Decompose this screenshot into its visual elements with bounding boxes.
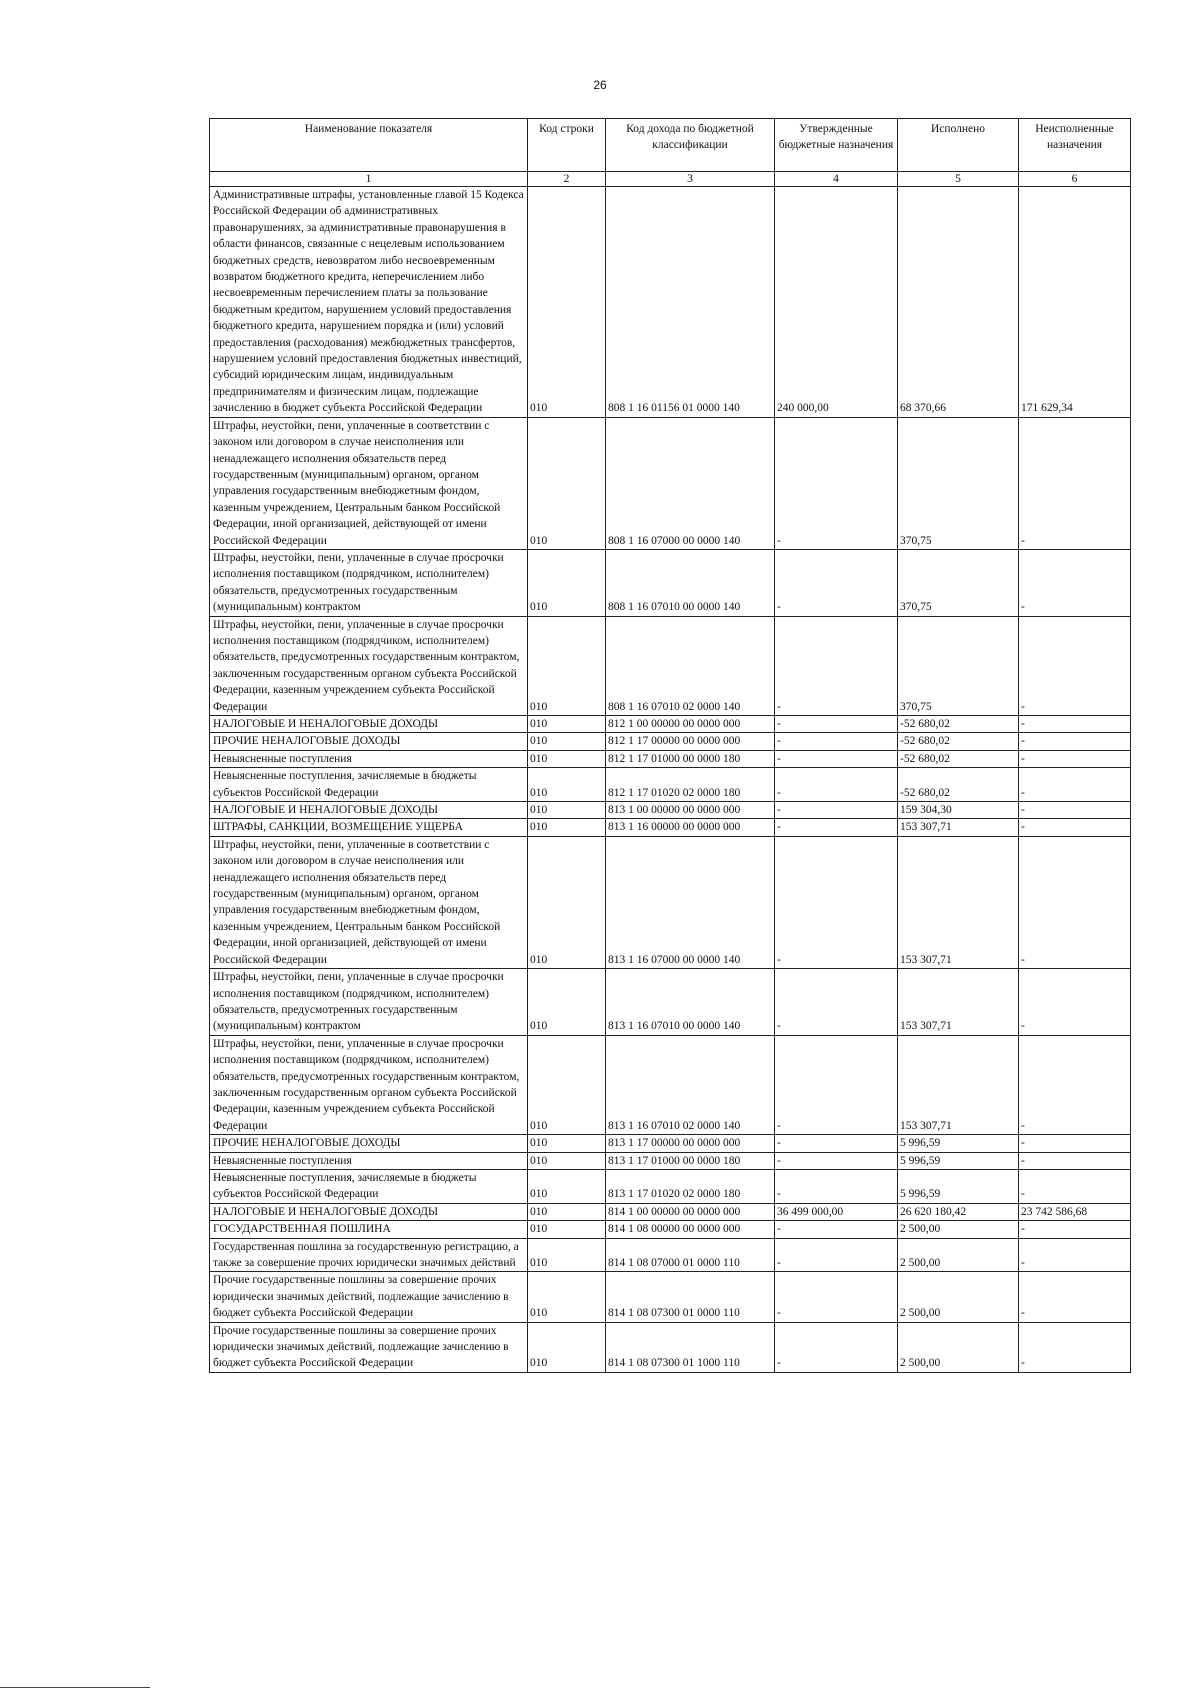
header-line-code: Код строки — [528, 119, 606, 172]
income-code-cell: 814 1 08 07300 01 0000 110 — [606, 1272, 775, 1322]
income-code-cell: 813 1 17 01000 00 0000 180 — [606, 1152, 775, 1169]
table-row — [210, 1135, 1131, 1152]
line-code-cell: 010 — [528, 417, 606, 549]
indicator-name-cell: Штрафы, неустойки, пени, уплаченные в случае просрочки исполнения поставщиком (подрядчиком, исполнителем) обязательств, предусмотренных государственным контрактом, заключенным государственным органом субъекта Российской Федерации, казенным учреждением субъекта Российской Федерации — [210, 1035, 528, 1134]
indicator-name-cell: Невыясненные поступления — [210, 750, 528, 767]
unexecuted-cell: - — [1019, 969, 1131, 1036]
income-code-cell: 813 1 16 07010 00 0000 140 — [606, 969, 775, 1036]
column-number: 1 — [210, 172, 528, 187]
unexecuted-cell: - — [1019, 1238, 1131, 1272]
line-code-cell: 010 — [528, 1238, 606, 1272]
line-code-cell: 010 — [528, 1203, 606, 1220]
line-code-cell: 010 — [528, 1135, 606, 1152]
column-number: 4 — [775, 172, 898, 187]
unexecuted-cell: - — [1019, 1221, 1131, 1238]
indicator-name-cell: Штрафы, неустойки, пени, уплаченные в случае просрочки исполнения поставщиком (подрядчиком, исполнителем) обязательств, предусмотренных государственным контрактом, заключенным государственным органом субъекта Российской Федерации, казенным учреждением субъекта Российской Федерации — [210, 616, 528, 715]
income-code-cell: 812 1 00 00000 00 0000 000 — [606, 716, 775, 733]
approved-cell: - — [775, 802, 898, 819]
income-code-cell: 813 1 00 00000 00 0000 000 — [606, 802, 775, 819]
table-row — [210, 549, 1131, 616]
line-code-cell: 010 — [528, 1322, 606, 1372]
executed-cell: 153 307,71 — [898, 819, 1019, 836]
income-code-cell: 812 1 17 01000 00 0000 180 — [606, 750, 775, 767]
approved-cell: - — [775, 750, 898, 767]
table-row — [210, 768, 1131, 802]
table-row — [210, 750, 1131, 767]
approved-cell: - — [775, 819, 898, 836]
approved-cell: - — [775, 1035, 898, 1134]
budget-execution-table — [209, 118, 1131, 1373]
approved-cell: - — [775, 1152, 898, 1169]
income-code-cell: 813 1 16 07000 00 0000 140 — [606, 836, 775, 968]
header-indicator-name: Наименование показателя — [210, 119, 528, 172]
line-code-cell: 010 — [528, 1152, 606, 1169]
income-code-cell: 814 1 08 07000 01 0000 110 — [606, 1238, 775, 1272]
approved-cell: - — [775, 1272, 898, 1322]
unexecuted-cell: - — [1019, 1322, 1131, 1372]
unexecuted-cell: - — [1019, 417, 1131, 549]
indicator-name-cell: Прочие государственные пошлины за совершение прочих юридически значимых действий, подлежащие зачислению в бюджет субъекта Российской Федерации — [210, 1272, 528, 1322]
indicator-name-cell: Невыясненные поступления, зачисляемые в бюджеты субъектов Российской Федерации — [210, 1169, 528, 1203]
executed-cell: -52 680,02 — [898, 750, 1019, 767]
indicator-name-cell: НАЛОГОВЫЕ И НЕНАЛОГОВЫЕ ДОХОДЫ — [210, 1203, 528, 1220]
table-row — [210, 417, 1131, 549]
indicator-name-cell: Штрафы, неустойки, пени, уплаченные в соответствии с законом или договором в случае неисполнения или ненадлежащего исполнения обязательств перед государственным (муниципальным) органом, органом управления государственным внебюджетным фондом, казенным учреждением, Центральным банком Российской Федерации, иной организацией, действующей от имени Российской Федерации — [210, 417, 528, 549]
line-code-cell: 010 — [528, 750, 606, 767]
table-row — [210, 836, 1131, 968]
page-number: 26 — [593, 78, 607, 92]
income-code-cell: 812 1 17 00000 00 0000 000 — [606, 733, 775, 750]
approved-cell: - — [775, 768, 898, 802]
approved-cell: - — [775, 1169, 898, 1203]
unexecuted-cell: 23 742 586,68 — [1019, 1203, 1131, 1220]
indicator-name-cell: НАЛОГОВЫЕ И НЕНАЛОГОВЫЕ ДОХОДЫ — [210, 802, 528, 819]
income-code-cell: 814 1 00 00000 00 0000 000 — [606, 1203, 775, 1220]
executed-cell: 5 996,59 — [898, 1135, 1019, 1152]
column-number: 2 — [528, 172, 606, 187]
table-row — [210, 1152, 1131, 1169]
executed-cell: 2 500,00 — [898, 1272, 1019, 1322]
approved-cell: - — [775, 969, 898, 1036]
header-executed: Исполнено — [898, 119, 1019, 172]
income-code-cell: 813 1 16 00000 00 0000 000 — [606, 819, 775, 836]
unexecuted-cell: - — [1019, 716, 1131, 733]
approved-cell: - — [775, 417, 898, 549]
header-unexecuted: Неисполненные назначения — [1019, 119, 1131, 172]
executed-cell: 2 500,00 — [898, 1221, 1019, 1238]
table-row — [210, 1238, 1131, 1272]
line-code-cell: 010 — [528, 187, 606, 418]
line-code-cell: 010 — [528, 768, 606, 802]
income-code-cell: 808 1 16 07010 00 0000 140 — [606, 549, 775, 616]
line-code-cell: 010 — [528, 1272, 606, 1322]
unexecuted-cell: 171 629,34 — [1019, 187, 1131, 418]
indicator-name-cell: Штрафы, неустойки, пени, уплаченные в случае просрочки исполнения поставщиком (подрядчиком, исполнителем) обязательств, предусмотренных государственным (муниципальным) контрактом — [210, 969, 528, 1036]
table-row — [210, 1322, 1131, 1372]
executed-cell: 153 307,71 — [898, 836, 1019, 968]
indicator-name-cell: ПРОЧИЕ НЕНАЛОГОВЫЕ ДОХОДЫ — [210, 1135, 528, 1152]
approved-cell: - — [775, 716, 898, 733]
column-number: 6 — [1019, 172, 1131, 187]
table-body — [210, 187, 1131, 1373]
table-row — [210, 969, 1131, 1036]
indicator-name-cell: НАЛОГОВЫЕ И НЕНАЛОГОВЫЕ ДОХОДЫ — [210, 716, 528, 733]
income-code-cell: 814 1 08 07300 01 1000 110 — [606, 1322, 775, 1372]
table-row — [210, 1169, 1131, 1203]
indicator-name-cell: Невыясненные поступления — [210, 1152, 528, 1169]
column-number: 3 — [606, 172, 775, 187]
line-code-cell: 010 — [528, 1035, 606, 1134]
unexecuted-cell: - — [1019, 750, 1131, 767]
indicator-name-cell: Административные штрафы, установленные главой 15 Кодекса Российской Федерации об административных правонарушениях, за административные правонарушения в области финансов, связанные с нецелевым использованием бюджетных средств, невозвратом либо несвоевременным возвратом бюджетного кредита, неперечислением либо несвоевременным перечислением платы за пользование бюджетным кредитом, нарушением условий предоставления бюджетного кредита, нарушением порядка и (или) условий предоставления (расходования) межбюджетных трансфертов, нарушением условий предоставления бюджетных инвестиций, субсидий юридическим лицам, индивидуальным предпринимателям и физическим лицам, подлежащие зачислению в бюджет субъекта Российской Федерации — [210, 187, 528, 418]
unexecuted-cell: - — [1019, 733, 1131, 750]
table-row — [210, 716, 1131, 733]
indicator-name-cell: Прочие государственные пошлины за совершение прочих юридически значимых действий, подлежащие зачислению в бюджет субъекта Российской Федерации — [210, 1322, 528, 1372]
line-code-cell: 010 — [528, 969, 606, 1036]
table-row — [210, 187, 1131, 418]
approved-cell: - — [775, 1135, 898, 1152]
approved-cell: - — [775, 616, 898, 715]
unexecuted-cell: - — [1019, 819, 1131, 836]
income-code-cell: 814 1 08 00000 00 0000 000 — [606, 1221, 775, 1238]
executed-cell: 5 996,59 — [898, 1169, 1019, 1203]
approved-cell: - — [775, 549, 898, 616]
executed-cell: -52 680,02 — [898, 716, 1019, 733]
table-row — [210, 819, 1131, 836]
executed-cell: 5 996,59 — [898, 1152, 1019, 1169]
table-row — [210, 616, 1131, 715]
unexecuted-cell: - — [1019, 1272, 1131, 1322]
indicator-name-cell: Штрафы, неустойки, пени, уплаченные в соответствии с законом или договором в случае неисполнения или ненадлежащего исполнения обязательств перед государственным (муниципальным) органом, органом управления государственным внебюджетным фондом, казенным учреждением, Центральным банком Российской Федерации, иной организацией, действующей от имени Российской Федерации — [210, 836, 528, 968]
approved-cell: 36 499 000,00 — [775, 1203, 898, 1220]
unexecuted-cell: - — [1019, 1169, 1131, 1203]
executed-cell: 370,75 — [898, 616, 1019, 715]
line-code-cell: 010 — [528, 616, 606, 715]
indicator-name-cell: ГОСУДАРСТВЕННАЯ ПОШЛИНА — [210, 1221, 528, 1238]
executed-cell: 26 620 180,42 — [898, 1203, 1019, 1220]
unexecuted-cell: - — [1019, 802, 1131, 819]
column-number: 5 — [898, 172, 1019, 187]
indicator-name-cell: Государственная пошлина за государственную регистрацию, а также за совершение прочих юридически значимых действий — [210, 1238, 528, 1272]
income-code-cell: 813 1 16 07010 02 0000 140 — [606, 1035, 775, 1134]
line-code-cell: 010 — [528, 733, 606, 750]
executed-cell: 159 304,30 — [898, 802, 1019, 819]
indicator-name-cell: Штрафы, неустойки, пени, уплаченные в случае просрочки исполнения поставщиком (подрядчиком, исполнителем) обязательств, предусмотренных государственным (муниципальным) контрактом — [210, 549, 528, 616]
income-code-cell: 813 1 17 00000 00 0000 000 — [606, 1135, 775, 1152]
table-row — [210, 1221, 1131, 1238]
income-code-cell: 808 1 16 07000 00 0000 140 — [606, 417, 775, 549]
table-row — [210, 1203, 1131, 1220]
approved-cell: - — [775, 1322, 898, 1372]
executed-cell: 2 500,00 — [898, 1322, 1019, 1372]
unexecuted-cell: - — [1019, 768, 1131, 802]
executed-cell: 153 307,71 — [898, 1035, 1019, 1134]
income-code-cell: 813 1 17 01020 02 0000 180 — [606, 1169, 775, 1203]
executed-cell: 370,75 — [898, 549, 1019, 616]
approved-cell: 240 000,00 — [775, 187, 898, 418]
line-code-cell: 010 — [528, 819, 606, 836]
bottom-rule — [0, 1687, 150, 1688]
line-code-cell: 010 — [528, 1169, 606, 1203]
line-code-cell: 010 — [528, 1221, 606, 1238]
approved-cell: - — [775, 1238, 898, 1272]
indicator-name-cell: ШТРАФЫ, САНКЦИИ, ВОЗМЕЩЕНИЕ УЩЕРБА — [210, 819, 528, 836]
approved-cell: - — [775, 1221, 898, 1238]
table-row — [210, 1272, 1131, 1322]
unexecuted-cell: - — [1019, 616, 1131, 715]
header-income-code: Код дохода по бюджетной классификации — [606, 119, 775, 172]
unexecuted-cell: - — [1019, 1035, 1131, 1134]
table-row — [210, 802, 1131, 819]
executed-cell: 153 307,71 — [898, 969, 1019, 1036]
table-row — [210, 733, 1131, 750]
line-code-cell: 010 — [528, 716, 606, 733]
executed-cell: -52 680,02 — [898, 733, 1019, 750]
executed-cell: 68 370,66 — [898, 187, 1019, 418]
income-code-cell: 808 1 16 01156 01 0000 140 — [606, 187, 775, 418]
unexecuted-cell: - — [1019, 1152, 1131, 1169]
unexecuted-cell: - — [1019, 836, 1131, 968]
executed-cell: -52 680,02 — [898, 768, 1019, 802]
unexecuted-cell: - — [1019, 549, 1131, 616]
unexecuted-cell: - — [1019, 1135, 1131, 1152]
line-code-cell: 010 — [528, 549, 606, 616]
income-code-cell: 812 1 17 01020 02 0000 180 — [606, 768, 775, 802]
approved-cell: - — [775, 733, 898, 750]
indicator-name-cell: ПРОЧИЕ НЕНАЛОГОВЫЕ ДОХОДЫ — [210, 733, 528, 750]
approved-cell: - — [775, 836, 898, 968]
header-row — [210, 119, 1131, 172]
executed-cell: 2 500,00 — [898, 1238, 1019, 1272]
line-code-cell: 010 — [528, 802, 606, 819]
executed-cell: 370,75 — [898, 417, 1019, 549]
indicator-name-cell: Невыясненные поступления, зачисляемые в бюджеты субъектов Российской Федерации — [210, 768, 528, 802]
income-code-cell: 808 1 16 07010 02 0000 140 — [606, 616, 775, 715]
table-row — [210, 1035, 1131, 1134]
line-code-cell: 010 — [528, 836, 606, 968]
header-approved: Утвержденные бюджетные назначения — [775, 119, 898, 172]
column-number-row — [210, 172, 1131, 187]
